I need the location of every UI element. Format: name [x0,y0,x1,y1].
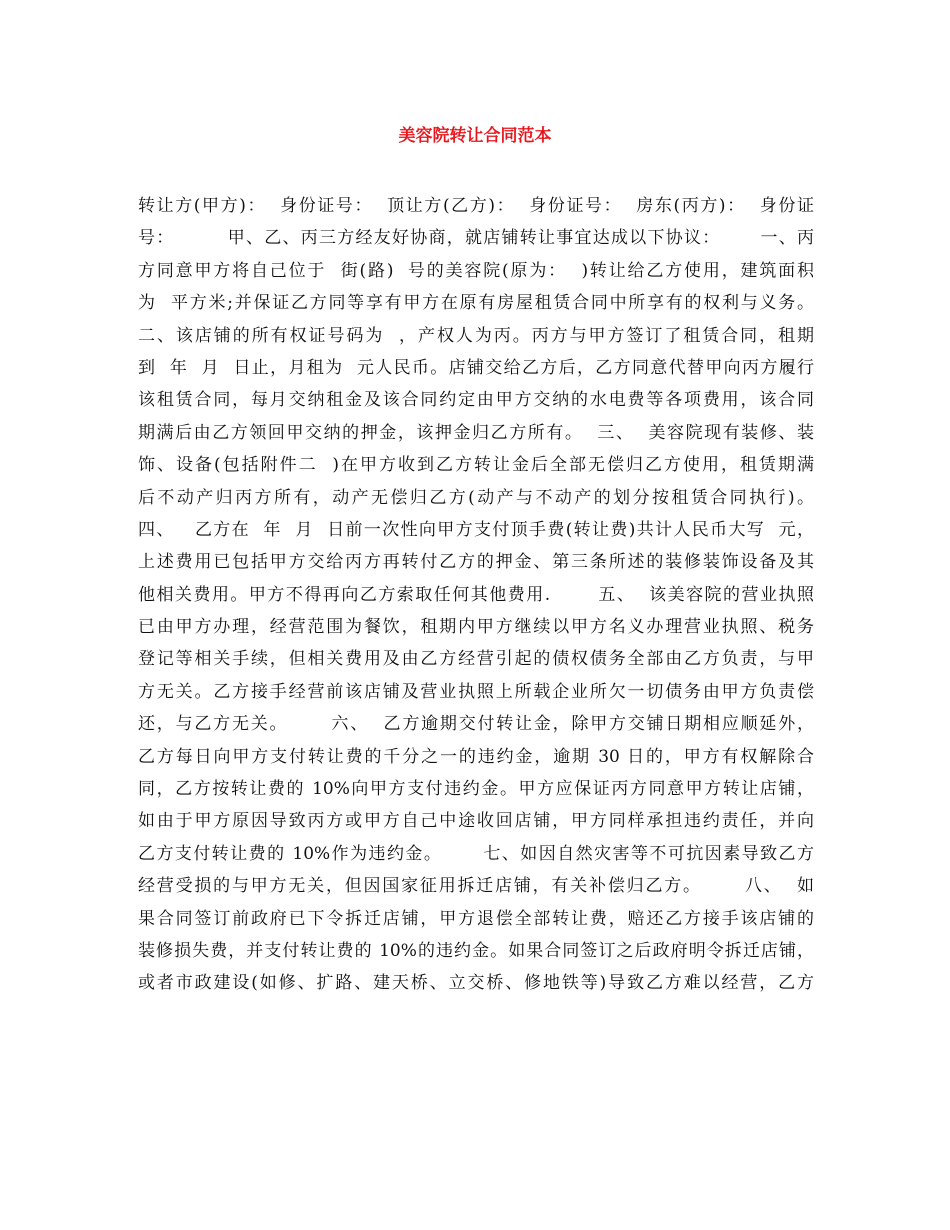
text-line: 后不动产归丙方所有，动产无偿归乙方(动产与不动产的划分按租赁合同执行)。 [138,487,814,508]
document-title: 美容院转让合同范本 [398,126,552,146]
text-line: 饰、设备(包括附件二 )在甲方收到乙方转让金后全部无偿归乙方使用，租赁期满 [138,455,814,476]
text-line: 方同意甲方将自己位于 街(路) 号的美容院(原为： )转让给乙方使用，建筑面积 [138,260,814,281]
text-line: 已由甲方办理，经营范围为餐饮，租期内甲方继续以甲方名义办理营业执照、税务 [138,617,814,638]
text-line: 果合同签订前政府已下令拆迁店铺，甲方退偿全部转让费，赔还乙方接手该店铺的 [138,908,814,929]
text-line: 登记等相关手续，但相关费用及由乙方经营引起的债权债务全部由乙方负责，与甲 [138,649,814,670]
text-line: 他相关费用。甲方不得再向乙方索取任何其他费用. 五、 该美容院的营业执照 [138,584,814,605]
text-line: 二、该店铺的所有权证号码为 ，产权人为丙。丙方与甲方签订了租赁合同，租期 [138,325,814,346]
contract-body [138,190,814,1000]
text-line: 或者市政建设(如修、扩路、建天桥、立交桥、修地铁等)导致乙方难以经营，乙方 [138,973,814,994]
text-line: 号： 甲、乙、丙三方经友好协商，就店铺转让事宜达成以下协议： 一、丙 [138,228,814,249]
text-line: 还，与乙方无关。 六、 乙方逾期交付转让金，除甲方交铺日期相应顺延外， [138,714,814,735]
text-line: 经营受损的与甲方无关，但因国家征用拆迁店铺，有关补偿归乙方。 八、 如 [138,876,814,897]
text-line: 乙方支付转让费的 10%作为违约金。 七、如因自然灾害等不可抗因素导致乙方 [138,843,814,864]
text-line: 如由于甲方原因导致丙方或甲方自己中途收回店铺，甲方同样承担违约责任，并向 [138,811,814,832]
text-line: 装修损失费，并支付转让费的 10%的违约金。如果合同签订之后政府明令拆迁店铺， [138,940,814,961]
text-line: 转让方(甲方)： 身份证号： 顶让方(乙方)： 身份证号： 房东(丙方)： 身份证 [138,196,814,216]
text-line: 四、 乙方在 年 月 日前一次性向甲方支付顶手费(转让费)共计人民币大写 元， [138,519,814,540]
text-line: 期满后由乙方领回甲交纳的押金，该押金归乙方所有。 三、 美容院现有装修、装 [138,422,814,443]
text-line: 方无关。乙方接手经营前该店铺及营业执照上所载企业所欠一切债务由甲方负责偿 [138,681,814,702]
text-line: 到 年 月 日止，月租为 元人民币。店铺交给乙方后，乙方同意代替甲向丙方履行 [138,357,814,378]
text-line: 为 平方米;并保证乙方同等享有甲方在原有房屋租赁合同中所享有的权利与义务。 [138,293,814,314]
text-line: 该租赁合同，每月交纳租金及该合同约定由甲方交纳的水电费等各项费用，该合同 [138,390,814,411]
text-line: 上述费用已包括甲方交给丙方再转付乙方的押金、第三条所述的装修装饰设备及其 [138,552,814,573]
text-line: 同，乙方按转让费的 10%向甲方支付违约金。甲方应保证丙方同意甲方转让店铺， [138,779,814,800]
text-line: 乙方每日向甲方支付转让费的千分之一的违约金，逾期 30 日的，甲方有权解除合 [138,746,814,767]
